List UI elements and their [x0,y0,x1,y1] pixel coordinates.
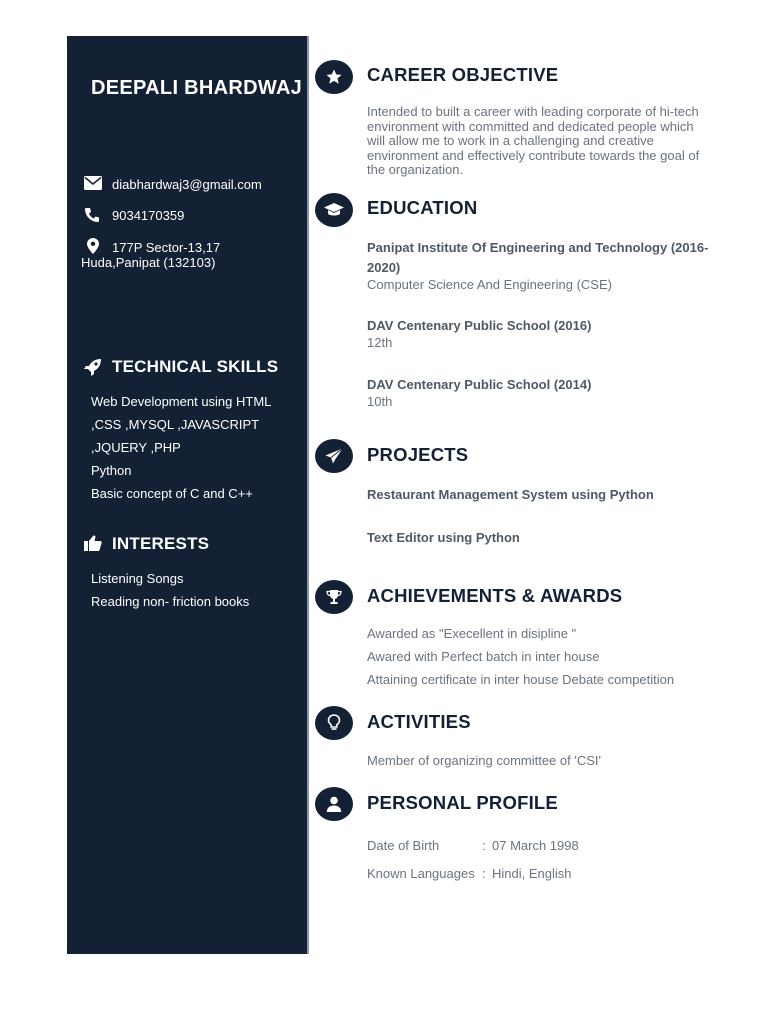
candidate-name: DEEPALI BHARDWAJ [91,77,303,99]
phone-icon [84,207,102,223]
achievements-heading: ACHIEVEMENTS & AWARDS [367,585,623,606]
technical-skills-heading: TECHNICAL SKILLS [112,357,279,376]
phone-text[interactable]: 9034170359 [112,208,185,223]
star-icon [315,60,353,94]
lightbulb-icon [315,706,353,740]
profile-label-languages: Known Languages [367,866,475,881]
education-detail: Computer Science And Engineering (CSE) [367,277,612,292]
education-detail: 12th [367,335,393,350]
achievement-item: Attaining certificate in inter house Debate competition [367,672,675,687]
address-line-1: 177P Sector-13,17 [112,240,221,255]
project-item: Text Editor using Python [367,530,520,545]
projects-heading: PROJECTS [367,444,469,465]
education-heading: EDUCATION [367,197,478,218]
skill-item: ,JQUERY ,PHP [91,440,181,455]
achievement-item: Awarded as "Execellent in disipline " [367,626,577,641]
graduation-cap-icon [315,193,353,227]
paper-plane-icon [315,439,353,473]
education-detail: 10th [367,394,393,409]
career-objective-text: Intended to built a career with leading corporate of hi-tech environment with committed and dedicated people which will allow me to work in a challenging and creative environment and effectively contribute towards the goal of the organization. [367,104,700,177]
interest-item: Listening Songs [91,571,184,586]
profile-label-dob: Date of Birth [367,838,440,853]
skill-item: Python [91,463,132,478]
personal-profile-heading: PERSONAL PROFILE [367,792,558,813]
interests-list [91,567,301,613]
career-objective-heading: CAREER OBJECTIVE [367,64,559,85]
project-item: Restaurant Management System using Python [367,487,654,502]
achievement-item: Awared with Perfect batch in inter house [367,649,600,664]
profile-colon: : [482,838,486,853]
skill-item: Basic concept of C and C++ [91,486,253,501]
thumbs-up-icon [84,535,102,553]
skill-item: ,CSS ,MYSQL ,JAVASCRIPT [91,417,260,432]
rocket-icon [84,358,102,376]
profile-value-languages: Hindi, English [492,866,572,881]
map-marker-icon [87,238,105,254]
activities-heading: ACTIVITIES [367,711,471,732]
trophy-icon [315,580,353,614]
education-school: DAV Centenary Public School (2016) [367,318,592,333]
user-icon [315,787,353,821]
sidebar-divider [307,36,309,954]
education-school-continued: 2020) [367,260,401,275]
profile-value-dob: 07 March 1998 [492,838,579,853]
skill-item: Web Development using HTML [91,394,272,409]
interest-item: Reading non- friction books [91,594,250,609]
email-text[interactable]: diabhardwaj3@gmail.com [112,177,262,192]
interests-heading: INTERESTS [112,534,210,553]
education-school: DAV Centenary Public School (2014) [367,377,592,392]
envelope-icon [84,176,102,192]
profile-colon: : [482,866,486,881]
activity-item: Member of organizing committee of 'CSI' [367,753,601,768]
technical-skills-list [91,390,301,505]
education-school: Panipat Institute Of Engineering and Technology (2016- [367,240,709,255]
address-line-2: Huda,Panipat (132103) [81,255,216,270]
